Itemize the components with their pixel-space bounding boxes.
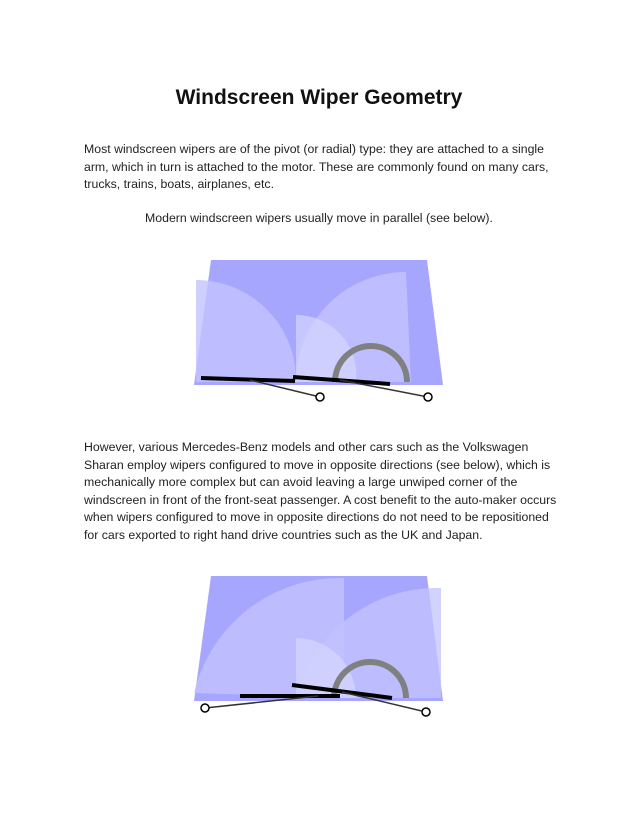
intro-paragraph: Most windscreen wipers are of the pivot (or radial) type: they are attached to a single arm, which in turn is attached to the motor. These are commonly found on many cars, trucks, trains, boats, airplanes, etc. bbox=[84, 142, 549, 191]
left-pivot bbox=[316, 393, 324, 401]
page-title: Windscreen Wiper Geometry bbox=[175, 86, 463, 109]
right-pivot bbox=[422, 708, 430, 716]
parallel-wipers-figure bbox=[0, 250, 638, 410]
right-pivot bbox=[424, 393, 432, 401]
left-pivot bbox=[201, 704, 209, 712]
parallel-caption: Modern windscreen wipers usually move in parallel (see below). bbox=[145, 211, 493, 225]
opposite-wipers-figure bbox=[0, 568, 638, 728]
opposite-paragraph: However, various Mercedes-Benz models and other cars such as the Volkswagen Sharan employ wipers configured to move in opposite directions (see below), which is mechanically more complex but can avoid leaving a large unwiped corner of the windscreen in front of the front-seat passenger. A cost benefit to the auto-maker occurs when wipers configured to move in opposite directions do not need to be repositioned for cars exported to right hand drive countries such as the UK and Japan. bbox=[84, 440, 557, 542]
